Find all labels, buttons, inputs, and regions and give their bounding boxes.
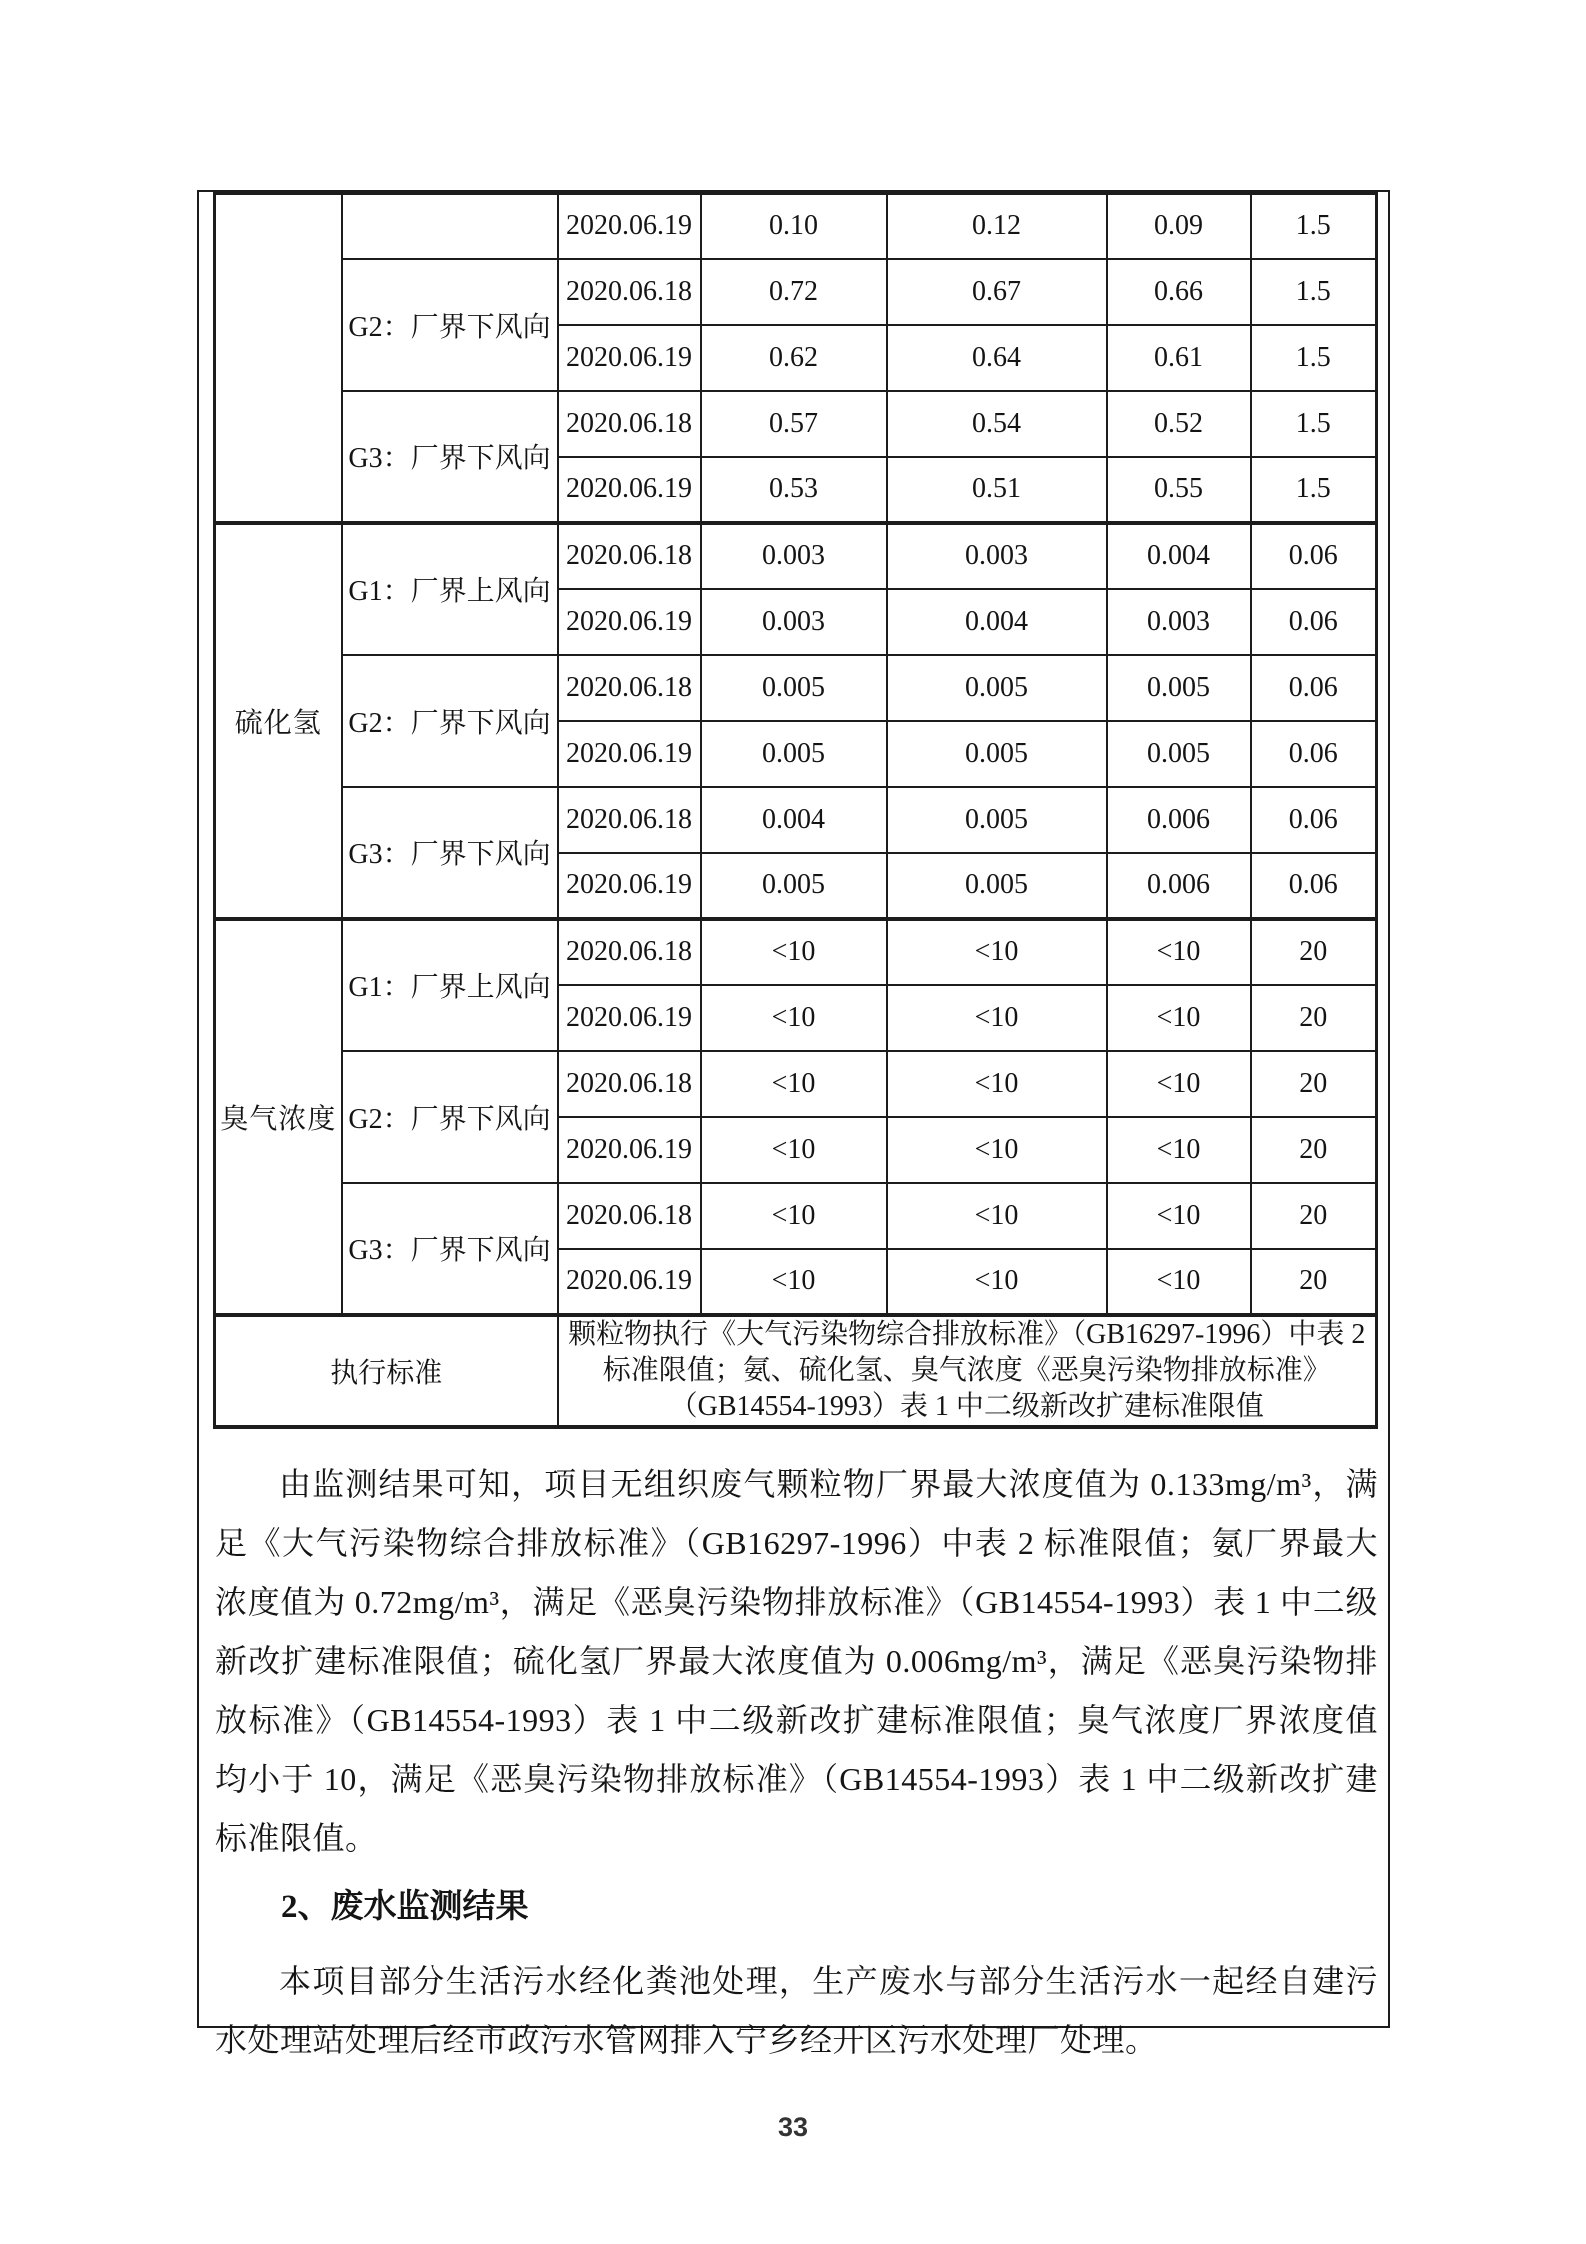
table-row (215, 655, 1377, 721)
value-cell: 0.51 (887, 457, 1107, 523)
value-cell: 0.004 (1107, 523, 1251, 589)
value-cell: <10 (887, 1117, 1107, 1183)
date-cell: 2020.06.19 (558, 853, 701, 919)
paragraph-air-conclusion: 由监测结果可知，项目无组织废气颗粒物厂界最大浓度值为 0.133mg/m³，满足《大气污染物综合排放标准》（GB16297-1996）中表 2 标准限值；氨厂界最大浓度值为 0.72mg/m³，满足《恶臭污染物排放标准》（GB14554-1993）表 1 中二级新改扩建标准限值；硫化氢厂界最大浓度值为 0.006mg/m³，满足《恶臭污染物排放标准》（GB14554-1993）表 1 中二级新改扩建标准限值；臭气浓度厂界浓度值均小于 10，满足《恶臭污染物排放标准》（GB14554-1993）表 1 中二级新改扩建标准限值。 (215, 1465, 1378, 1856)
value-cell: 0.61 (1107, 325, 1251, 391)
value-cell: 0.005 (701, 853, 887, 919)
value-cell: 0.006 (1107, 853, 1251, 919)
table-row (215, 1051, 1377, 1117)
date-cell: 2020.06.18 (558, 919, 701, 985)
limit-cell: 20 (1251, 1117, 1377, 1183)
value-cell: <10 (701, 985, 887, 1051)
limit-cell: 1.5 (1251, 259, 1377, 325)
value-cell: 0.57 (701, 391, 887, 457)
value-cell: 0.52 (1107, 391, 1251, 457)
value-cell: <10 (701, 1117, 887, 1183)
table-row (215, 391, 1377, 457)
location-cell: G3：厂界下风向 (342, 1183, 558, 1315)
value-cell: 0.005 (701, 655, 887, 721)
location-cell: G3：厂界下风向 (342, 391, 558, 523)
location-cell: G2：厂界下风向 (342, 259, 558, 391)
location-cell (342, 193, 558, 259)
date-cell: 2020.06.19 (558, 589, 701, 655)
limit-cell: 0.06 (1251, 589, 1377, 655)
value-cell: <10 (701, 1051, 887, 1117)
limit-cell: 1.5 (1251, 193, 1377, 259)
value-cell: <10 (887, 985, 1107, 1051)
table-row (215, 193, 1377, 259)
table-row (215, 523, 1377, 589)
value-cell: 0.53 (701, 457, 887, 523)
limit-cell: 0.06 (1251, 853, 1377, 919)
content-frame (197, 190, 1390, 2058)
parameter-cell: 臭气浓度 (215, 919, 342, 1315)
value-cell: 0.006 (1107, 787, 1251, 853)
date-cell: 2020.06.18 (558, 655, 701, 721)
parameter-cell (215, 193, 342, 523)
page-number: 33 (777, 2112, 809, 2142)
date-cell: 2020.06.18 (558, 391, 701, 457)
value-cell: 0.004 (887, 589, 1107, 655)
standards-label-cell: 执行标准 (215, 1315, 558, 1427)
section-heading-wastewater: 2、废水监测结果 (281, 1888, 529, 1925)
limit-cell: 0.06 (1251, 523, 1377, 589)
location-cell: G1：厂界上风向 (342, 919, 558, 1051)
date-cell: 2020.06.18 (558, 1183, 701, 1249)
value-cell: 0.005 (1107, 721, 1251, 787)
date-cell: 2020.06.19 (558, 985, 701, 1051)
limit-cell: 20 (1251, 1183, 1377, 1249)
date-cell: 2020.06.18 (558, 1051, 701, 1117)
value-cell: 0.005 (887, 853, 1107, 919)
value-cell: 0.54 (887, 391, 1107, 457)
value-cell: <10 (887, 1051, 1107, 1117)
limit-cell: 0.06 (1251, 655, 1377, 721)
location-cell: G2：厂界下风向 (342, 655, 558, 787)
limit-cell: 0.06 (1251, 787, 1377, 853)
date-cell: 2020.06.19 (558, 721, 701, 787)
limit-cell: 1.5 (1251, 391, 1377, 457)
date-cell: 2020.06.19 (558, 1249, 701, 1315)
limit-cell: 20 (1251, 919, 1377, 985)
limit-cell: 0.06 (1251, 721, 1377, 787)
value-cell: 0.003 (1107, 589, 1251, 655)
location-cell: G2：厂界下风向 (342, 1051, 558, 1183)
value-cell: 0.10 (701, 193, 887, 259)
date-cell: 2020.06.19 (558, 457, 701, 523)
location-cell: G1：厂界上风向 (342, 523, 558, 655)
value-cell: <10 (1107, 1183, 1251, 1249)
limit-cell: 20 (1251, 985, 1377, 1051)
date-cell: 2020.06.19 (558, 193, 701, 259)
parameter-cell: 硫化氢 (215, 523, 342, 919)
limit-cell: 20 (1251, 1249, 1377, 1315)
date-cell: 2020.06.18 (558, 259, 701, 325)
value-cell: 0.003 (701, 589, 887, 655)
table-row (215, 259, 1377, 325)
location-cell: G3：厂界下风向 (342, 787, 558, 919)
value-cell: 0.12 (887, 193, 1107, 259)
table-row (215, 1183, 1377, 1249)
value-cell: 0.62 (701, 325, 887, 391)
value-cell: <10 (701, 919, 887, 985)
value-cell: 0.003 (701, 523, 887, 589)
limit-cell: 1.5 (1251, 457, 1377, 523)
table-row (215, 919, 1377, 985)
value-cell: 0.005 (887, 787, 1107, 853)
table-row (215, 787, 1377, 853)
value-cell: <10 (887, 1249, 1107, 1315)
date-cell: 2020.06.18 (558, 787, 701, 853)
value-cell: <10 (887, 1183, 1107, 1249)
value-cell: <10 (887, 919, 1107, 985)
monitoring-results-table (213, 190, 1378, 1429)
value-cell: <10 (701, 1249, 887, 1315)
date-cell: 2020.06.18 (558, 523, 701, 589)
value-cell: <10 (1107, 1051, 1251, 1117)
limit-cell: 20 (1251, 1051, 1377, 1117)
value-cell: 0.72 (701, 259, 887, 325)
date-cell: 2020.06.19 (558, 325, 701, 391)
standards-text-cell: 颗粒物执行《大气污染物综合排放标准》（GB16297-1996）中表 2 标准限值；氨、硫化氢、臭气浓度《恶臭污染物排放标准》（GB14554-1993）表 1 中二级新改扩建标准限值 (558, 1315, 1377, 1427)
value-cell: 0.003 (887, 523, 1107, 589)
value-cell: 0.09 (1107, 193, 1251, 259)
value-cell: <10 (1107, 1117, 1251, 1183)
value-cell: 0.64 (887, 325, 1107, 391)
value-cell: <10 (1107, 1249, 1251, 1315)
value-cell: 0.67 (887, 259, 1107, 325)
value-cell: 0.004 (701, 787, 887, 853)
value-cell: 0.55 (1107, 457, 1251, 523)
limit-cell: 1.5 (1251, 325, 1377, 391)
value-cell: <10 (1107, 919, 1251, 985)
value-cell: <10 (701, 1183, 887, 1249)
paragraph-wastewater: 本项目部分生活污水经化粪池处理，生产废水与部分生活污水一起经自建污水处理站处理后经市政污水管网排入宁乡经开区污水处理厂处理。 (215, 1962, 1378, 2058)
standards-row (215, 1315, 1377, 1427)
value-cell: 0.005 (1107, 655, 1251, 721)
value-cell: 0.005 (887, 655, 1107, 721)
value-cell: 0.005 (887, 721, 1107, 787)
value-cell: <10 (1107, 985, 1251, 1051)
date-cell: 2020.06.19 (558, 1117, 701, 1183)
value-cell: 0.66 (1107, 259, 1251, 325)
value-cell: 0.005 (701, 721, 887, 787)
